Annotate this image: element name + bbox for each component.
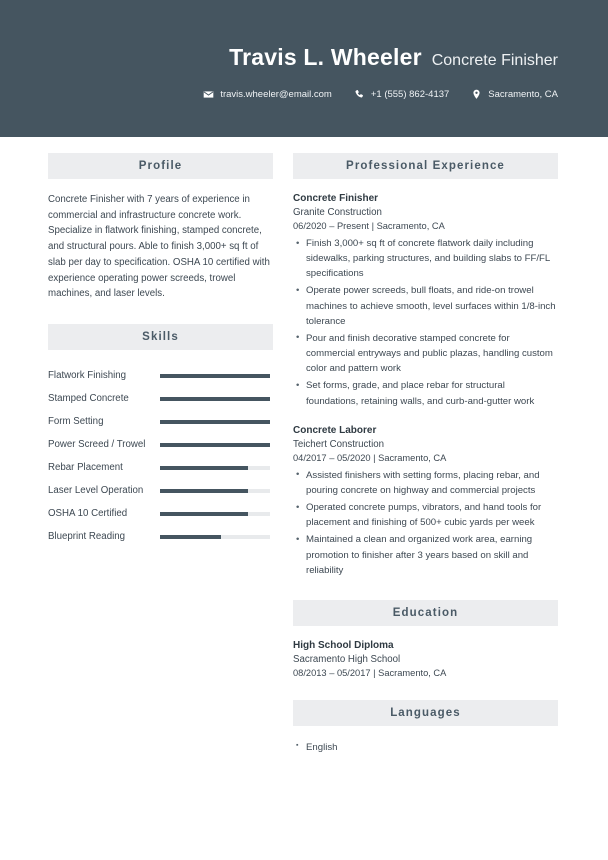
skill-bar-fill [160,397,270,401]
skill-row [48,433,273,456]
experience-title: Concrete Laborer [293,424,377,436]
skill-bar-track [160,512,270,516]
experience-dates-location: 06/2020 – Present | Sacramento, CA [293,221,445,231]
education-school: Sacramento High School [293,653,401,665]
skill-label: OSHA 10 Certified [48,508,128,520]
right-column [293,153,558,757]
skill-bar-fill [160,466,248,470]
skill-bar-fill [160,535,221,539]
contact-phone[interactable] [354,89,449,100]
education-entry [293,640,558,678]
experience-organization: Teichert Construction [293,438,384,450]
candidate-job-title: Concrete Finisher [431,52,558,69]
experience-dates-location: 04/2017 – 05/2020 | Sacramento, CA [293,452,447,463]
skill-bar-track [160,374,270,378]
experience-bullet-list [293,468,558,578]
skill-bar-track [160,443,270,447]
list-item: ▪ English [306,740,558,755]
list-item: • Operate power screeds, bull floats, and ride-on trowel machines to achieve smooth, level surfaces within 1/8-inch tolerance [306,283,558,328]
experience-title: Concrete Finisher [293,193,379,204]
experience-entry [293,425,558,578]
education-dates-location: 08/2013 – 05/2017 | Sacramento, CA [293,667,447,678]
list-item: • Finish 3,000+ sq ft of concrete flatwork daily including sidewalks, parking structures, and building slabs to FF/FL specifications [306,236,558,281]
contact-phone-text: +1 (555) 862-4137 [370,89,450,100]
contact-row [0,89,558,100]
location-pin-icon [471,89,482,100]
profile-summary-text: Concrete Finisher with 7 years of experience in commercial and infrastructure concrete work. Specialize in flatwork finishing, stamped concrete, and structural pours. Able to finish 3,000+ sq ft of slab per day to specification. OSHA 10 certified with experience operating power screeds, trowel machines, and laser levels. [48,194,270,300]
envelope-icon [203,89,214,100]
section-header-experience: Professional Experience [293,153,558,179]
skill-bar-track [160,397,270,401]
skills-list [48,364,273,548]
skill-bar-fill [160,374,270,378]
phone-icon [354,89,365,100]
skill-bar-track [160,420,270,424]
experience-organization: Granite Construction [293,207,382,218]
skill-bar-fill [160,489,248,493]
skill-label: Form Setting [48,416,104,428]
skill-bar-track [160,489,270,493]
skill-label: Laser Level Operation [48,485,144,497]
section-header-profile: Profile [48,153,273,179]
skill-row [48,364,273,387]
name-row [0,44,558,71]
contact-email-text: travis.wheeler@email.com [220,89,332,100]
left-column [48,153,273,548]
candidate-name: Travis L. Wheeler [229,44,422,70]
section-header-education: Education [293,600,558,626]
resume-body [0,137,608,757]
experience-entry [293,193,558,409]
resume-header [0,0,608,137]
experience-bullet-list [293,236,558,409]
contact-email[interactable] [203,89,332,100]
skill-row [48,502,273,525]
skill-row [48,410,273,433]
skill-row [48,387,273,410]
section-header-languages: Languages [293,700,558,726]
skill-bar-track [160,535,270,539]
section-header-skills: Skills [48,324,273,350]
list-item: • Operated concrete pumps, vibrators, and hand tools for placement and finishing of 500+ cubic yards per week [306,500,558,530]
list-item: • Assisted finishers with setting forms, placing rebar, and pouring concrete on highway and commercial projects [306,468,558,498]
skill-label: Stamped Concrete [48,393,129,405]
skill-row [48,479,273,502]
contact-location[interactable] [471,89,558,100]
languages-list [293,740,558,755]
list-item: • Maintained a clean and organized work area, earning promotion to finisher after 3 years based on skill and reliability [306,532,558,577]
skill-label: Rebar Placement [48,462,123,474]
skill-bar-fill [160,512,248,516]
skill-label: Power Screed / Trowel [48,439,146,451]
contact-location-text: Sacramento, CA [488,89,558,100]
list-item: • Set forms, grade, and place rebar for structural foundations, retaining walls, and curb-and-gutter work [306,378,558,408]
list-item: • Pour and finish decorative stamped concrete for commercial entryways and public plazas, handling custom color and pattern work [306,331,558,376]
skill-bar-fill [160,443,270,447]
education-degree: High School Diploma [293,639,394,651]
skill-bar-track [160,466,270,470]
skill-row [48,456,273,479]
skill-label: Flatwork Finishing [48,370,127,382]
skill-label: Blueprint Reading [48,531,126,543]
skill-bar-fill [160,420,270,424]
skill-row [48,525,273,548]
